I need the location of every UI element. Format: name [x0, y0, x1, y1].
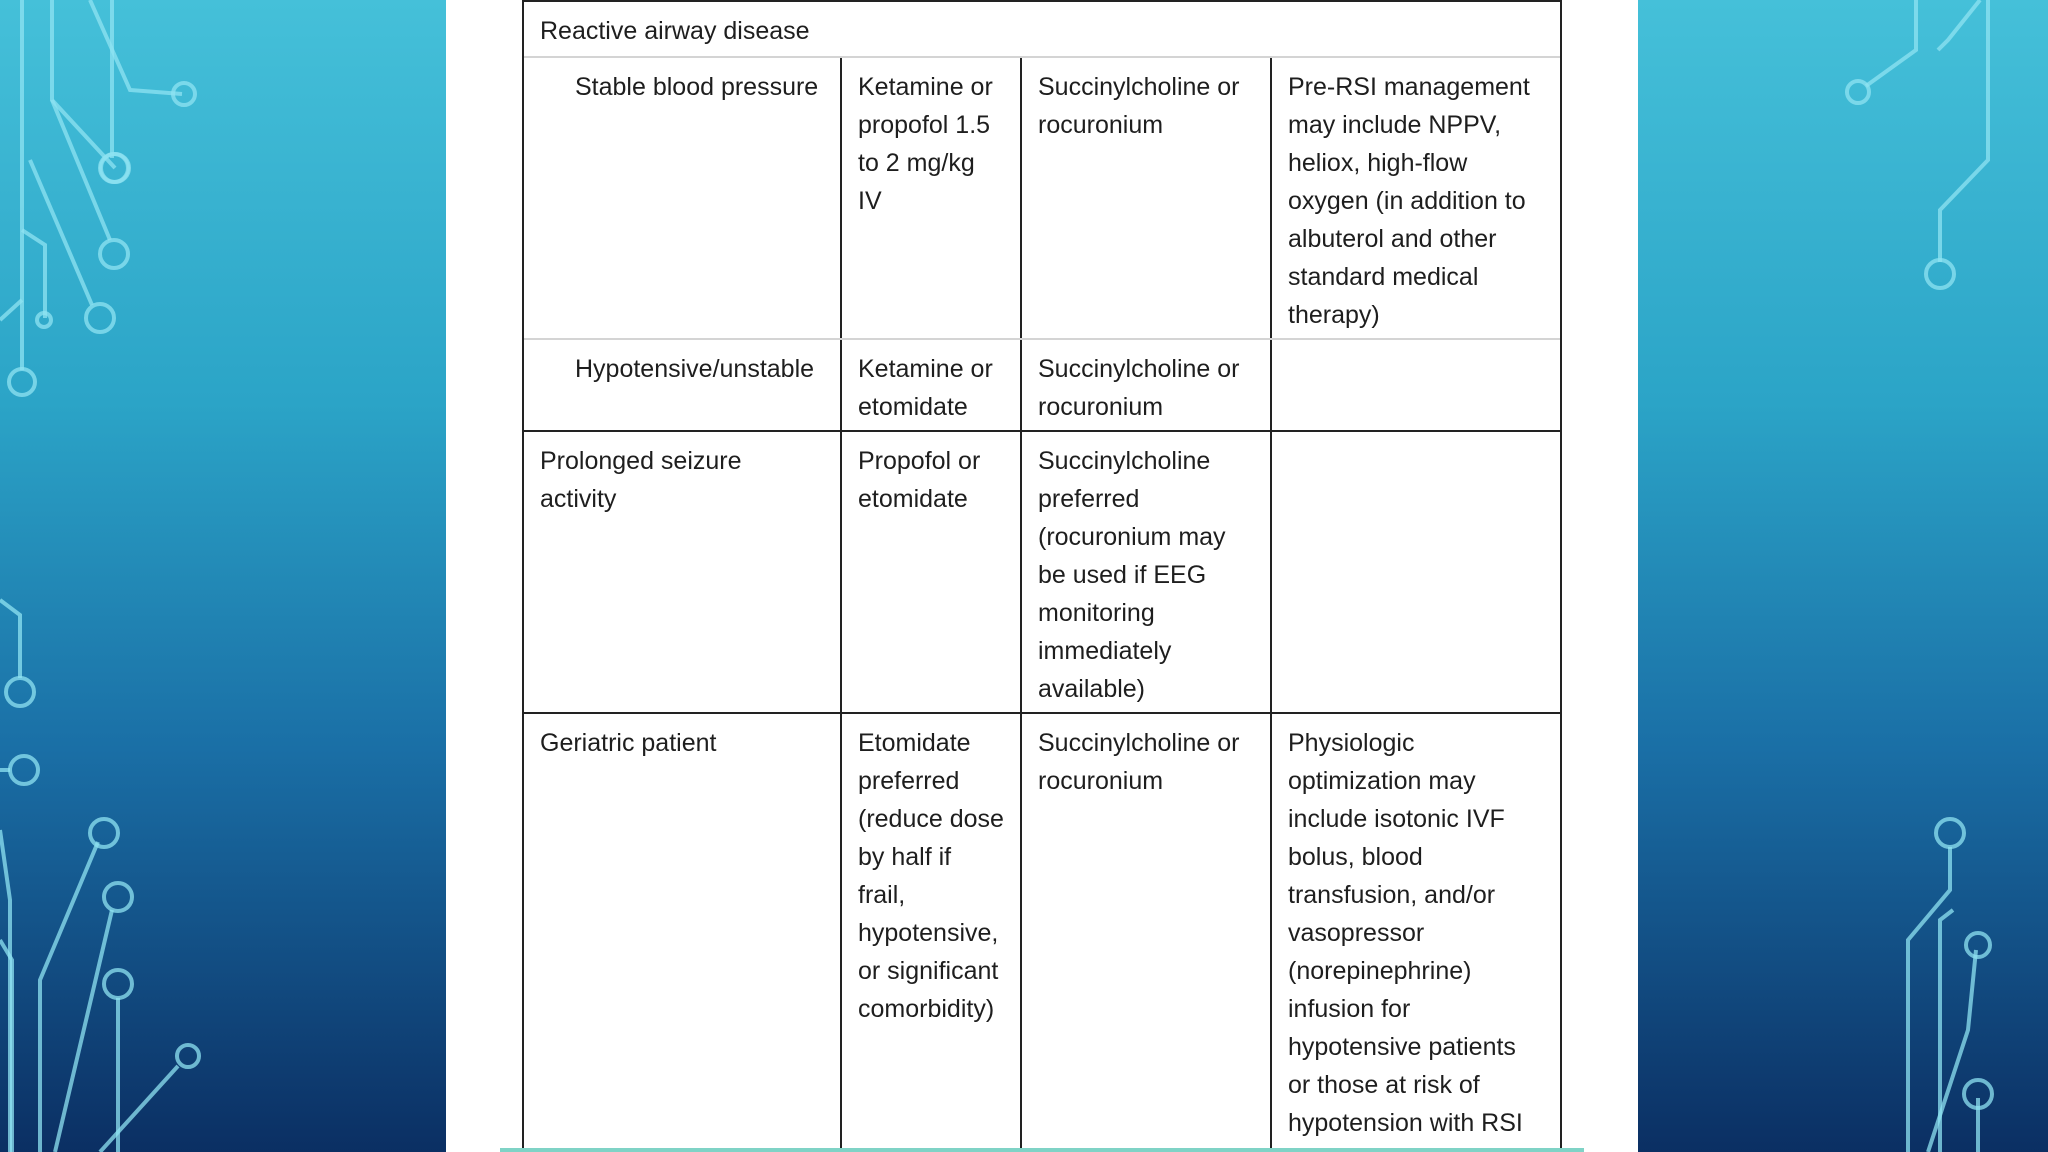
table-row — [524, 56, 1560, 340]
section-title: Reactive airway disease — [540, 17, 810, 45]
cell-condition: Hypotensive/unstable — [575, 355, 815, 383]
cell-induction-agent: Ketamine or etomidate — [840, 340, 1020, 432]
circuit-lines-icon — [0, 0, 446, 1152]
slide-content-area — [446, 0, 1638, 1152]
right-circuit-decoration — [1638, 0, 2048, 1152]
cell-condition: Stable blood pressure — [575, 73, 819, 101]
table-row — [524, 338, 1560, 432]
table-row — [524, 430, 1560, 714]
cell-paralytic: Succinylcholine or rocuronium — [1020, 340, 1270, 432]
table-section-row — [524, 2, 1560, 58]
cell-induction-agent: Ketamine or propofol 1.5 to 2 mg/kg IV — [840, 58, 1020, 340]
cell-induction-agent: Etomidate preferred (reduce dose by half if frail, hypotensive, or significant comorbidity) — [840, 714, 1020, 1152]
table-row — [524, 712, 1560, 1152]
cell-condition: Prolonged seizure activity — [540, 447, 742, 513]
cell-notes: Physiologic optimization may include isotonic IVF bolus, blood transfusion, and/or vasopressor (norepinephrine) infusion for hypotensive patients or those at risk of hypotension with RSI — [1270, 714, 1560, 1152]
rsi-drug-table — [522, 0, 1562, 1152]
cell-notes: Pre-RSI management may include NPPV, heliox, high-flow oxygen (in addition to albuterol and other standard medical therapy) — [1270, 58, 1560, 340]
cell-induction-agent: Propofol or etomidate — [840, 432, 1020, 714]
cell-notes — [1270, 340, 1560, 432]
cell-paralytic: Succinylcholine or rocuronium — [1020, 58, 1270, 340]
slide-bottom-accent-line — [500, 1148, 1584, 1152]
cell-condition: Geriatric patient — [540, 729, 717, 757]
cell-paralytic: Succinylcholine or rocuronium — [1020, 714, 1270, 1152]
left-circuit-decoration — [0, 0, 446, 1152]
cell-paralytic: Succinylcholine preferred (rocuronium may be used if EEG monitoring immediately available) — [1020, 432, 1270, 714]
circuit-lines-icon — [1638, 0, 2048, 1152]
cell-notes — [1270, 432, 1560, 714]
